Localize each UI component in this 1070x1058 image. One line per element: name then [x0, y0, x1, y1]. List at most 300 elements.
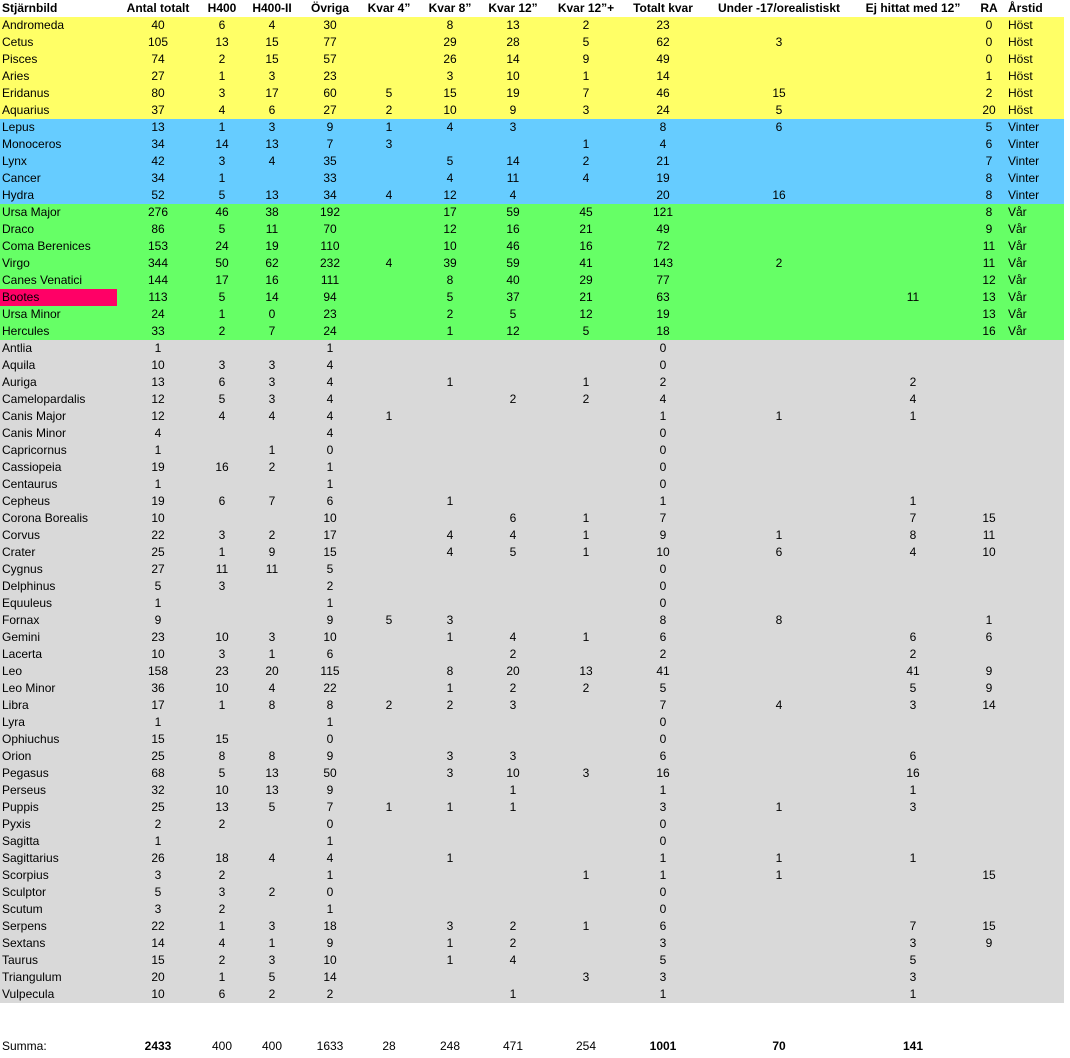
left-8in-cell: 2 — [446, 307, 454, 321]
left-12in-cell: 1 — [509, 783, 517, 797]
left-12in-plus-cell — [548, 578, 624, 595]
not-found-12in-cell — [856, 442, 970, 459]
constellation-cell: Pyxis — [2, 817, 31, 831]
left-12in-cell — [480, 714, 546, 731]
season-cell — [1006, 510, 1064, 527]
left-12in-cell: 3 — [509, 749, 517, 763]
season-cell — [1006, 493, 1064, 510]
left-12in-cell: 10 — [506, 69, 520, 83]
left-12in-plus-cell: 13 — [579, 664, 593, 678]
total-left-cell: 10 — [656, 545, 670, 559]
other-cell: 0 — [326, 885, 334, 899]
total-cell: 1 — [154, 596, 162, 610]
below-17-cell — [704, 153, 854, 170]
total-left-cell: 18 — [656, 324, 670, 338]
left-12in-plus-cell: 7 — [582, 86, 590, 100]
not-found-12in-cell — [856, 459, 970, 476]
total-cell: 36 — [151, 681, 165, 695]
left-4in-cell — [360, 850, 418, 867]
not-found-12in-cell — [856, 867, 970, 884]
total-cell: 74 — [151, 52, 165, 66]
ra-cell: 16 — [982, 324, 996, 338]
table-row — [0, 442, 1064, 459]
below-17-cell — [704, 289, 854, 306]
below-17-cell: 1 — [775, 528, 783, 542]
other-cell: 14 — [323, 970, 337, 984]
season-cell — [1006, 765, 1064, 782]
table-row — [0, 255, 1064, 272]
total-left-cell: 6 — [659, 630, 667, 644]
other-cell: 6 — [326, 494, 334, 508]
constellation-cell: Eridanus — [2, 86, 50, 100]
total-left-cell: 3 — [659, 936, 667, 950]
season-cell — [1006, 425, 1064, 442]
h400-cell — [200, 425, 244, 442]
season-cell: Höst — [1008, 35, 1033, 49]
left-4in-cell — [360, 680, 418, 697]
left-12in-plus-cell — [548, 493, 624, 510]
below-17-cell — [704, 306, 854, 323]
h400-ii-cell: 1 — [268, 936, 276, 950]
left-12in-cell — [480, 595, 546, 612]
h400-ii-cell: 7 — [268, 494, 276, 508]
h400-cell: 2 — [218, 868, 226, 882]
ra-cell: 15 — [982, 868, 996, 882]
left-4in-cell — [360, 510, 418, 527]
left-4in-cell — [360, 544, 418, 561]
season-cell — [1006, 442, 1064, 459]
left-4in-cell — [360, 204, 418, 221]
left-12in-cell — [480, 459, 546, 476]
not-found-12in-cell — [856, 85, 970, 102]
not-found-12in-cell — [856, 714, 970, 731]
left-12in-plus-cell: 41 — [579, 256, 593, 270]
total-cell: 3 — [154, 902, 162, 916]
h400-cell: 2 — [218, 324, 226, 338]
left-8in-cell — [420, 782, 480, 799]
left-12in-plus-cell: 1 — [582, 528, 590, 542]
left-12in-plus-cell: 1 — [582, 630, 590, 644]
not-found-12in-cell — [856, 221, 970, 238]
constellation-cell: Vulpecula — [2, 987, 55, 1001]
season-cell — [1006, 527, 1064, 544]
below-17-cell — [704, 374, 854, 391]
left-12in-cell: 471 — [502, 1039, 524, 1053]
left-12in-cell: 16 — [506, 222, 520, 236]
total-cell: 10 — [151, 358, 165, 372]
constellation-cell: Corvus — [2, 528, 41, 542]
total-left-cell: 1 — [659, 851, 667, 865]
other-cell: 8 — [326, 698, 334, 712]
h400-cell: 3 — [218, 154, 226, 168]
not-found-12in-cell — [856, 170, 970, 187]
h400-ii-cell: 62 — [265, 256, 279, 270]
left-8in-cell: 8 — [446, 664, 454, 678]
constellation-cell: Hydra — [2, 188, 35, 202]
other-cell: 57 — [323, 52, 337, 66]
h400-ii-cell: 3 — [268, 953, 276, 967]
total-cell: 26 — [151, 851, 165, 865]
table-row — [0, 918, 1064, 935]
table-row — [0, 119, 1064, 136]
table-row — [0, 493, 1064, 510]
h400-cell — [200, 340, 244, 357]
h400-cell: 1 — [218, 919, 226, 933]
h400-cell: 6 — [218, 375, 226, 389]
other-cell: 17 — [323, 528, 337, 542]
constellation-cell: Cancer — [2, 171, 41, 185]
not-found-12in-cell: 2 — [909, 647, 917, 661]
total-cell: 20 — [151, 970, 165, 984]
left-12in-plus-cell: 5 — [582, 35, 590, 49]
below-17-cell — [704, 459, 854, 476]
total-cell: 3 — [154, 868, 162, 882]
h400-ii-cell: 3 — [268, 69, 276, 83]
constellation-cell: Centaurus — [2, 477, 58, 491]
left-8in-cell: 10 — [443, 103, 457, 117]
constellation-cell: Taurus — [2, 953, 39, 967]
left-4in-cell — [360, 391, 418, 408]
other-cell: 4 — [326, 851, 334, 865]
not-found-12in-cell — [856, 272, 970, 289]
h400-ii-cell — [246, 714, 298, 731]
total-left-cell: 1001 — [649, 1039, 677, 1053]
below-17-cell — [704, 782, 854, 799]
header-row — [0, 0, 1070, 17]
ra-cell — [972, 476, 1006, 493]
h400-ii-cell: 2 — [268, 987, 276, 1001]
other-cell: 1633 — [316, 1039, 344, 1053]
season-cell — [1006, 595, 1064, 612]
total-cell: 23 — [151, 630, 165, 644]
h400-cell: 3 — [218, 528, 226, 542]
ra-cell: 0 — [985, 52, 993, 66]
left-12in-cell: 19 — [506, 86, 520, 100]
other-cell: 23 — [323, 307, 337, 321]
constellation-cell: Corona Borealis — [2, 511, 89, 525]
season-cell — [1006, 850, 1064, 867]
other-cell: 9 — [326, 936, 334, 950]
left-12in-plus-cell: 1 — [582, 375, 590, 389]
h400-ii-cell: 13 — [265, 766, 279, 780]
total-cell: 33 — [151, 324, 165, 338]
total-cell: 10 — [151, 987, 165, 1001]
left-8in-cell — [420, 867, 480, 884]
left-4in-cell: 5 — [385, 613, 393, 627]
season-cell — [1006, 612, 1064, 629]
total-cell: 1 — [154, 443, 162, 457]
h400-cell: 10 — [215, 681, 229, 695]
h400-cell: 46 — [215, 205, 229, 219]
not-found-12in-cell: 6 — [909, 630, 917, 644]
not-found-12in-cell: 7 — [909, 919, 917, 933]
other-cell: 9 — [326, 749, 334, 763]
left-12in-plus-cell: 45 — [579, 205, 593, 219]
h400-ii-cell — [246, 901, 298, 918]
total-left-cell: 0 — [659, 902, 667, 916]
not-found-12in-cell — [856, 51, 970, 68]
season-cell: Årstid — [1008, 1, 1043, 15]
table-row — [0, 850, 1064, 867]
total-cell: 19 — [151, 494, 165, 508]
total-cell: 105 — [147, 35, 169, 49]
h400-ii-cell: 1 — [268, 443, 276, 457]
left-12in-plus-cell — [548, 816, 624, 833]
h400-ii-cell: H400-II — [252, 1, 292, 15]
left-12in-plus-cell: 2 — [582, 392, 590, 406]
table-row — [0, 153, 1064, 170]
total-cell: 15 — [151, 953, 165, 967]
total-cell: 19 — [151, 460, 165, 474]
left-4in-cell: Kvar 4” — [367, 1, 411, 15]
below-17-cell — [704, 935, 854, 952]
constellation-cell: Auriga — [2, 375, 37, 389]
h400-ii-cell: 1 — [268, 647, 276, 661]
table-row — [0, 391, 1064, 408]
ra-cell — [972, 748, 1006, 765]
h400-cell: 5 — [218, 290, 226, 304]
left-4in-cell — [360, 442, 418, 459]
below-17-cell — [704, 442, 854, 459]
ra-cell: 10 — [982, 545, 996, 559]
left-8in-cell: 8 — [446, 273, 454, 287]
left-12in-plus-cell — [548, 935, 624, 952]
total-left-cell: 2 — [659, 647, 667, 661]
h400-ii-cell — [246, 425, 298, 442]
ra-cell — [972, 408, 1006, 425]
total-cell: 10 — [151, 647, 165, 661]
constellation-cell: Serpens — [2, 919, 47, 933]
season-cell — [1006, 408, 1064, 425]
not-found-12in-cell — [856, 595, 970, 612]
left-8in-cell: 3 — [446, 766, 454, 780]
left-12in-cell — [480, 612, 546, 629]
left-8in-cell: 10 — [443, 239, 457, 253]
h400-cell: 13 — [215, 800, 229, 814]
season-cell — [1006, 340, 1064, 357]
table-row — [0, 782, 1064, 799]
h400-cell — [200, 595, 244, 612]
constellation-cell: Aquila — [2, 358, 36, 372]
left-8in-cell — [420, 595, 480, 612]
table-row — [0, 595, 1064, 612]
not-found-12in-cell: 1 — [909, 494, 917, 508]
left-12in-cell: 4 — [509, 528, 517, 542]
left-4in-cell — [360, 663, 418, 680]
h400-cell: 5 — [218, 392, 226, 406]
total-cell: Antal totalt — [126, 1, 190, 15]
constellation-cell: Orion — [2, 749, 32, 763]
below-17-cell — [704, 918, 854, 935]
season-cell: Vår — [1008, 290, 1027, 304]
left-12in-cell — [480, 340, 546, 357]
table-row — [0, 170, 1064, 187]
season-cell — [1006, 952, 1064, 969]
ra-cell — [972, 357, 1006, 374]
h400-ii-cell: 19 — [265, 239, 279, 253]
left-12in-cell — [480, 578, 546, 595]
h400-cell: 5 — [218, 222, 226, 236]
left-12in-plus-cell: 2 — [582, 18, 590, 32]
total-left-cell: 63 — [656, 290, 670, 304]
left-4in-cell: 1 — [385, 120, 393, 134]
constellation-cell: Coma Berenices — [2, 239, 91, 253]
total-left-cell: 72 — [656, 239, 670, 253]
not-found-12in-cell: 1 — [909, 851, 917, 865]
season-cell — [1006, 544, 1064, 561]
h400-cell: 6 — [218, 18, 226, 32]
left-12in-plus-cell: 1 — [582, 545, 590, 559]
season-cell: Vår — [1008, 205, 1027, 219]
h400-ii-cell — [246, 833, 298, 850]
not-found-12in-cell: 1 — [909, 987, 917, 1001]
ra-cell: 1 — [985, 69, 993, 83]
left-12in-plus-cell: 1 — [582, 69, 590, 83]
below-17-cell: 8 — [775, 613, 783, 627]
left-8in-cell: 3 — [446, 69, 454, 83]
below-17-cell — [704, 510, 854, 527]
left-12in-cell — [480, 561, 546, 578]
ra-cell: 0 — [985, 35, 993, 49]
other-cell: 30 — [323, 18, 337, 32]
ra-cell: 8 — [985, 205, 993, 219]
left-12in-cell: 6 — [509, 511, 517, 525]
h400-ii-cell: 13 — [265, 188, 279, 202]
h400-ii-cell — [246, 510, 298, 527]
other-cell: 10 — [323, 630, 337, 644]
h400-ii-cell: 7 — [268, 324, 276, 338]
left-4in-cell: 1 — [385, 409, 393, 423]
constellation-cell: Pegasus — [2, 766, 49, 780]
h400-ii-cell: 3 — [268, 392, 276, 406]
h400-ii-cell: 2 — [268, 885, 276, 899]
ra-cell — [972, 578, 1006, 595]
total-left-cell: 4 — [659, 137, 667, 151]
ra-cell — [972, 901, 1006, 918]
season-cell: Höst — [1008, 103, 1033, 117]
total-left-cell: 16 — [656, 766, 670, 780]
total-cell: 2433 — [144, 1039, 172, 1053]
season-cell — [1006, 578, 1064, 595]
left-4in-cell — [360, 289, 418, 306]
ra-cell: 13 — [982, 307, 996, 321]
season-cell — [1006, 731, 1064, 748]
table-row — [0, 561, 1064, 578]
left-12in-plus-cell — [548, 697, 624, 714]
total-cell: 25 — [151, 545, 165, 559]
h400-ii-cell — [246, 476, 298, 493]
season-cell — [1006, 680, 1064, 697]
h400-cell: 5 — [218, 188, 226, 202]
h400-ii-cell: 6 — [268, 103, 276, 117]
h400-cell: 3 — [218, 358, 226, 372]
left-4in-cell — [360, 272, 418, 289]
table-row — [0, 204, 1064, 221]
ra-cell: 8 — [985, 188, 993, 202]
ra-cell — [972, 391, 1006, 408]
total-left-cell: 0 — [659, 817, 667, 831]
total-cell: 1 — [154, 715, 162, 729]
left-12in-plus-cell: 2 — [582, 681, 590, 695]
h400-cell: 5 — [218, 766, 226, 780]
constellation-cell: Puppis — [2, 800, 39, 814]
left-8in-cell: 4 — [446, 528, 454, 542]
h400-cell: 2 — [218, 902, 226, 916]
below-17-cell — [704, 323, 854, 340]
left-4in-cell — [360, 493, 418, 510]
left-4in-cell — [360, 153, 418, 170]
left-12in-plus-cell: 29 — [579, 273, 593, 287]
table-row — [0, 357, 1064, 374]
total-cell: 25 — [151, 749, 165, 763]
other-cell: 60 — [323, 86, 337, 100]
ra-cell — [972, 493, 1006, 510]
left-4in-cell — [360, 935, 418, 952]
left-12in-plus-cell: 3 — [582, 103, 590, 117]
table-row — [0, 527, 1064, 544]
left-4in-cell — [360, 595, 418, 612]
ra-cell: 14 — [982, 698, 996, 712]
table-row — [0, 272, 1064, 289]
left-8in-cell — [420, 901, 480, 918]
ra-cell: RA — [980, 1, 998, 15]
table-row — [0, 697, 1064, 714]
other-cell: 2 — [326, 579, 334, 593]
constellation-cell: Scutum — [2, 902, 43, 916]
left-12in-cell: 4 — [509, 953, 517, 967]
total-left-cell: 77 — [656, 273, 670, 287]
not-found-12in-cell: 2 — [909, 375, 917, 389]
other-cell: 23 — [323, 69, 337, 83]
h400-cell — [200, 510, 244, 527]
constellation-cell: Equuleus — [2, 596, 53, 610]
season-cell: Vår — [1008, 256, 1027, 270]
left-12in-plus-cell — [548, 646, 624, 663]
below-17-cell — [704, 357, 854, 374]
left-4in-cell — [360, 731, 418, 748]
left-8in-cell: 1 — [446, 630, 454, 644]
left-12in-plus-cell — [548, 714, 624, 731]
season-cell — [1006, 391, 1064, 408]
ra-cell — [972, 595, 1006, 612]
total-left-cell: 0 — [659, 885, 667, 899]
left-12in-plus-cell: 2 — [582, 154, 590, 168]
left-12in-plus-cell — [548, 731, 624, 748]
left-12in-plus-cell — [548, 408, 624, 425]
h400-cell: 3 — [218, 579, 226, 593]
below-17-cell — [704, 748, 854, 765]
other-cell: 1 — [326, 715, 334, 729]
not-found-12in-cell — [856, 17, 970, 34]
total-left-cell: 19 — [656, 307, 670, 321]
h400-cell: 23 — [215, 664, 229, 678]
left-12in-cell — [480, 357, 546, 374]
left-4in-cell — [360, 170, 418, 187]
h400-cell: 3 — [218, 885, 226, 899]
not-found-12in-cell: 6 — [909, 749, 917, 763]
h400-ii-cell — [246, 816, 298, 833]
total-left-cell: 0 — [659, 358, 667, 372]
left-4in-cell — [360, 884, 418, 901]
total-left-cell: 0 — [659, 460, 667, 474]
left-12in-cell — [480, 374, 546, 391]
h400-ii-cell: 13 — [265, 137, 279, 151]
left-8in-cell — [420, 714, 480, 731]
season-cell — [1006, 901, 1064, 918]
h400-cell: 1 — [218, 120, 226, 134]
total-cell: 80 — [151, 86, 165, 100]
total-cell: 12 — [151, 392, 165, 406]
